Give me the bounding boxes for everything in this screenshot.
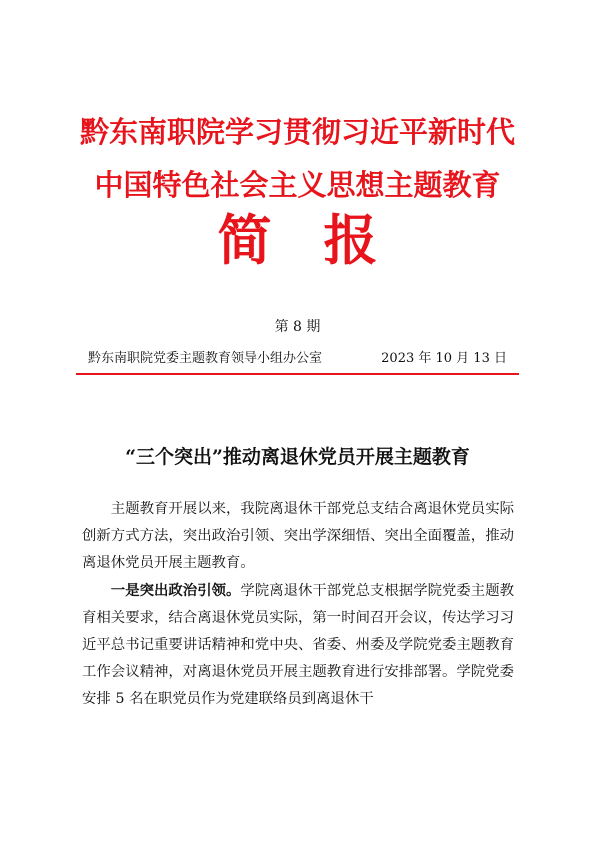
masthead-title-line-1: 黔东南职院学习贯彻习近平新时代 (79, 115, 515, 149)
article-title: “三个突出”推动离退休党员开展主题教育 (125, 446, 470, 468)
paragraph-lead: 一是突出政治引领。 (110, 582, 241, 599)
paragraph-text: 学院离退休干部党总支根据学院党委主题教育相关要求，结合离退休党员实际，第一时间召开会议，传达学习习近平总书记重要讲话精神和党中央、省委、州委及学院党委主题教育工作会议精神，对离退休党员开展主题教育进行安排部署。学院党委安排 5 名在职党员作为党建联络员到离退休干 (82, 583, 514, 707)
paragraph (82, 496, 514, 577)
article-body (82, 496, 514, 713)
masthead-bulletin-title: 简报 (217, 208, 430, 272)
publisher-name: 黔东南职院党委主题教育领导小组办公室 (88, 351, 323, 366)
red-divider-line (76, 373, 519, 375)
paragraph (82, 577, 514, 713)
publish-date: 2023 年 10 月 13 日 (381, 351, 507, 366)
masthead-title-line-2: 中国特色社会主义思想主题教育 (94, 168, 501, 202)
paragraph-text: 主题教育开展以来，我院离退休干部党总支结合离退休党员实际创新方式方法，突出政治引领、突出学深细悟、突出全面覆盖，推动离退休党员开展主题教育。 (82, 501, 514, 571)
issue-number: 第 8 期 (274, 319, 321, 335)
